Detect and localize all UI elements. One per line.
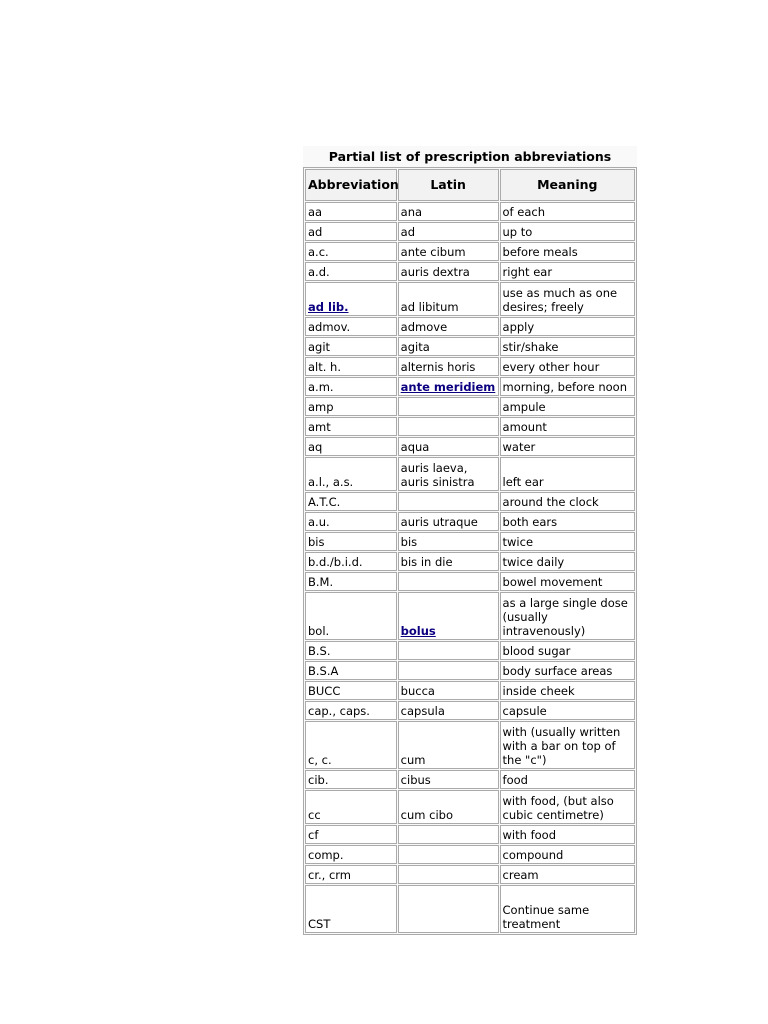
cell-latin xyxy=(398,377,499,396)
cell-abbreviation: bol. xyxy=(305,592,397,640)
cell-abbreviation: cf xyxy=(305,825,397,844)
cell-meaning: compound xyxy=(500,845,635,864)
cell-latin: ad xyxy=(398,222,499,241)
cell-latin-link[interactable]: ante meridiem xyxy=(400,380,496,394)
column-header-abbreviation: Abbreviation xyxy=(305,169,397,201)
table-row xyxy=(305,865,635,884)
table-row xyxy=(305,492,635,511)
cell-meaning: capsule xyxy=(500,701,635,720)
cell-latin xyxy=(398,492,499,511)
cell-abbreviation: amp xyxy=(305,397,397,416)
cell-abbreviation: b.d./b.i.d. xyxy=(305,552,397,571)
column-header-meaning: Meaning xyxy=(500,169,635,201)
table-row xyxy=(305,681,635,700)
table-row xyxy=(305,282,635,316)
table-row xyxy=(305,885,635,933)
table-row xyxy=(305,202,635,221)
table-row xyxy=(305,337,635,356)
table-row xyxy=(305,377,635,396)
cell-meaning: with food, (but also cubic centimetre) xyxy=(500,790,635,824)
cell-latin: admove xyxy=(398,317,499,336)
cell-meaning: around the clock xyxy=(500,492,635,511)
cell-latin: alternis horis xyxy=(398,357,499,376)
cell-abbreviation xyxy=(305,282,397,316)
table-row xyxy=(305,641,635,660)
table-row xyxy=(305,592,635,640)
cell-latin xyxy=(398,641,499,660)
cell-latin-link[interactable]: bolus xyxy=(400,624,436,638)
cell-latin: bis xyxy=(398,532,499,551)
cell-abbreviation: amt xyxy=(305,417,397,436)
cell-meaning: food xyxy=(500,770,635,789)
table-row xyxy=(305,790,635,824)
cell-latin xyxy=(398,825,499,844)
column-header-latin: Latin xyxy=(398,169,499,201)
cell-abbreviation: aa xyxy=(305,202,397,221)
cell-abbreviation: cib. xyxy=(305,770,397,789)
cell-meaning: bowel movement xyxy=(500,572,635,591)
table-row xyxy=(305,532,635,551)
table-row xyxy=(305,437,635,456)
table-row xyxy=(305,721,635,769)
table-row xyxy=(305,357,635,376)
cell-abbreviation: B.M. xyxy=(305,572,397,591)
cell-abbreviation: agit xyxy=(305,337,397,356)
cell-latin: cum xyxy=(398,721,499,769)
cell-latin: aqua xyxy=(398,437,499,456)
cell-latin: cibus xyxy=(398,770,499,789)
cell-latin xyxy=(398,885,499,933)
cell-abbreviation: CST xyxy=(305,885,397,933)
cell-latin xyxy=(398,865,499,884)
cell-abbreviation: a.l., a.s. xyxy=(305,457,397,491)
table-row xyxy=(305,417,635,436)
table-row xyxy=(305,770,635,789)
cell-abbreviation: ad xyxy=(305,222,397,241)
cell-meaning: blood sugar xyxy=(500,641,635,660)
cell-latin: bis in die xyxy=(398,552,499,571)
table-row xyxy=(305,512,635,531)
cell-latin: ad libitum xyxy=(398,282,499,316)
cell-meaning: cream xyxy=(500,865,635,884)
cell-meaning: amount xyxy=(500,417,635,436)
cell-abbreviation: cap., caps. xyxy=(305,701,397,720)
cell-meaning: stir/shake xyxy=(500,337,635,356)
cell-latin xyxy=(398,572,499,591)
cell-meaning: body surface areas xyxy=(500,661,635,680)
cell-abbreviation: alt. h. xyxy=(305,357,397,376)
cell-latin xyxy=(398,845,499,864)
table-row xyxy=(305,552,635,571)
table-row xyxy=(305,825,635,844)
cell-meaning: apply xyxy=(500,317,635,336)
cell-abbreviation: a.c. xyxy=(305,242,397,261)
cell-latin: capsula xyxy=(398,701,499,720)
cell-abbreviation: a.u. xyxy=(305,512,397,531)
table-row xyxy=(305,397,635,416)
cell-abbreviation: aq xyxy=(305,437,397,456)
cell-meaning: twice xyxy=(500,532,635,551)
cell-abbreviation: cr., crm xyxy=(305,865,397,884)
cell-meaning: both ears xyxy=(500,512,635,531)
cell-latin xyxy=(398,592,499,640)
cell-abbreviation: BUCC xyxy=(305,681,397,700)
table-row xyxy=(305,457,635,491)
cell-latin xyxy=(398,417,499,436)
cell-meaning: of each xyxy=(500,202,635,221)
cell-abbreviation-link[interactable]: ad lib. xyxy=(308,300,349,314)
table-row xyxy=(305,242,635,261)
cell-latin: cum cibo xyxy=(398,790,499,824)
table-caption: Partial list of prescription abbreviations xyxy=(303,146,637,167)
header-row xyxy=(305,169,635,201)
cell-abbreviation: admov. xyxy=(305,317,397,336)
cell-latin: bucca xyxy=(398,681,499,700)
cell-meaning: ampule xyxy=(500,397,635,416)
cell-latin: agita xyxy=(398,337,499,356)
cell-latin xyxy=(398,661,499,680)
table-row xyxy=(305,317,635,336)
cell-meaning: before meals xyxy=(500,242,635,261)
cell-meaning: left ear xyxy=(500,457,635,491)
cell-meaning: twice daily xyxy=(500,552,635,571)
table-body xyxy=(305,202,635,933)
cell-abbreviation: B.S. xyxy=(305,641,397,660)
cell-abbreviation: a.d. xyxy=(305,262,397,281)
cell-abbreviation: cc xyxy=(305,790,397,824)
cell-abbreviation: A.T.C. xyxy=(305,492,397,511)
cell-meaning: as a large single dose (usually intravenously) xyxy=(500,592,635,640)
cell-abbreviation: comp. xyxy=(305,845,397,864)
prescription-abbreviation-table xyxy=(303,146,637,935)
cell-abbreviation: c, c. xyxy=(305,721,397,769)
cell-meaning: right ear xyxy=(500,262,635,281)
cell-latin: ana xyxy=(398,202,499,221)
cell-latin: auris dextra xyxy=(398,262,499,281)
cell-abbreviation: bis xyxy=(305,532,397,551)
cell-abbreviation: B.S.A xyxy=(305,661,397,680)
table-row xyxy=(305,661,635,680)
cell-meaning: water xyxy=(500,437,635,456)
cell-meaning: inside cheek xyxy=(500,681,635,700)
table-row xyxy=(305,222,635,241)
table-row xyxy=(305,701,635,720)
cell-meaning: Continue same treatment xyxy=(500,885,635,933)
cell-meaning: with (usually written with a bar on top of the "c") xyxy=(500,721,635,769)
cell-latin: auris laeva, auris sinistra xyxy=(398,457,499,491)
cell-latin: ante cibum xyxy=(398,242,499,261)
table-row xyxy=(305,262,635,281)
cell-meaning: morning, before noon xyxy=(500,377,635,396)
abbreviation-table-container xyxy=(303,146,637,935)
cell-latin: auris utraque xyxy=(398,512,499,531)
cell-abbreviation: a.m. xyxy=(305,377,397,396)
cell-meaning: use as much as one desires; freely xyxy=(500,282,635,316)
cell-meaning: up to xyxy=(500,222,635,241)
cell-latin xyxy=(398,397,499,416)
cell-meaning: with food xyxy=(500,825,635,844)
cell-meaning: every other hour xyxy=(500,357,635,376)
table-row xyxy=(305,572,635,591)
table-row xyxy=(305,845,635,864)
